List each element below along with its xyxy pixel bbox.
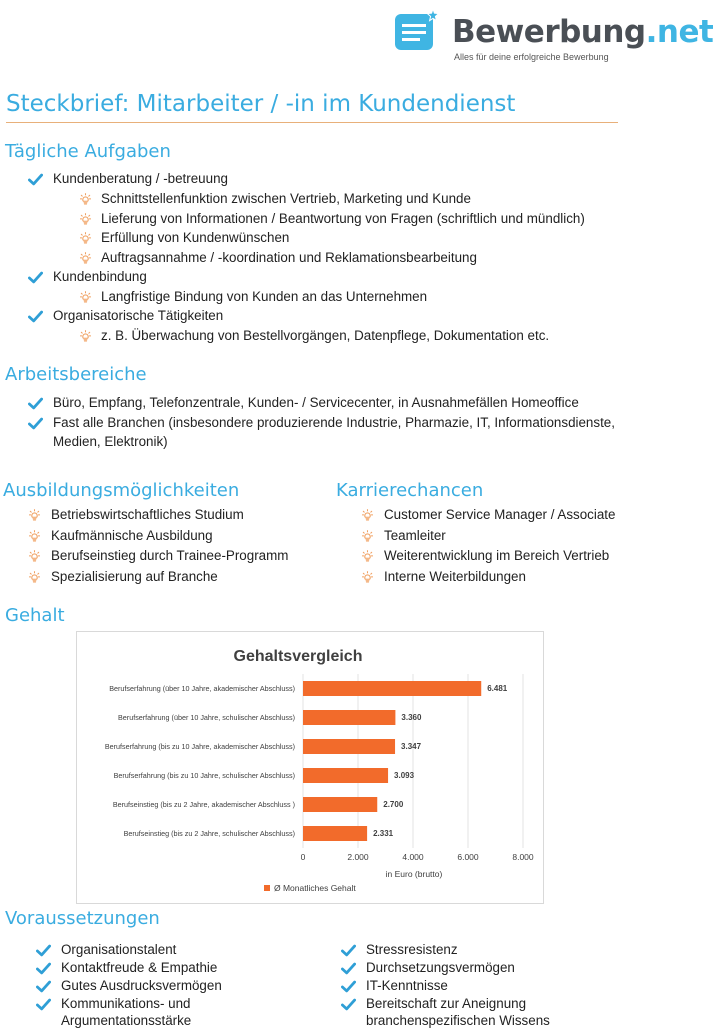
checkmark-icon — [28, 173, 43, 186]
salary-bar-chart — [77, 632, 543, 903]
chart-category-label: Berufseinstieg (bis zu 2 Jahre, schulischer Abschluss) — [123, 829, 295, 838]
lightbulb-icon — [362, 550, 373, 562]
checkmark-icon — [341, 980, 356, 993]
list-item: Weiterentwicklung im Bereich Vertrieb — [384, 548, 610, 563]
list-item: Gutes Ausdrucksvermögen — [61, 978, 222, 993]
checkmark-icon — [36, 998, 51, 1011]
checkmark-icon — [28, 417, 43, 430]
list-item: Durchsetzungsvermögen — [366, 960, 515, 975]
chart-category-label: Berufserfahrung (über 10 Jahre, akademischer Abschluss) — [109, 684, 295, 693]
lightbulb-icon — [80, 193, 91, 205]
section-heading-work-areas: Arbeitsbereiche — [5, 364, 147, 385]
list-item: Kundenberatung / -betreuung — [53, 171, 228, 186]
chart-bar — [303, 710, 395, 725]
list-item: Auftragsannahme / -koordination und Reklamationsbearbeitung — [101, 250, 477, 265]
checkmark-icon — [341, 944, 356, 957]
list-item-continuation: Medien, Elektronik) — [53, 434, 168, 449]
title-divider — [6, 122, 618, 123]
list-item: Teamleiter — [384, 528, 446, 543]
lightbulb-icon — [80, 330, 91, 342]
list-item: Organisationstalent — [61, 942, 177, 957]
chart-legend-swatch — [264, 885, 270, 891]
chart-category-label: Berufserfahrung (bis zu 10 Jahre, akademischer Abschluss) — [104, 742, 295, 751]
lightbulb-icon — [362, 530, 373, 542]
chart-bar — [303, 681, 481, 696]
lightbulb-icon — [80, 252, 91, 264]
chart-bar — [303, 739, 395, 754]
list-item: Kontaktfreude & Empathie — [61, 960, 218, 975]
section-heading-training: Ausbildungsmöglichkeiten — [3, 480, 240, 501]
chart-value-label: 3.093 — [394, 771, 415, 780]
list-item: Bereitschaft zur Aneignung — [366, 996, 527, 1011]
list-item: Interne Weiterbildungen — [384, 569, 526, 584]
lightbulb-icon — [29, 571, 40, 583]
chart-value-label: 6.481 — [487, 684, 508, 693]
chart-tick-label: 0 — [300, 852, 306, 862]
chart-tick-label: 4.000 — [402, 852, 424, 862]
chart-legend-label: Ø Monatliches Gehalt — [274, 883, 356, 893]
logo-wordmark: Bewerbung.net — [452, 14, 713, 50]
chart-tick-label: 6.000 — [457, 852, 479, 862]
list-item: Büro, Empfang, Telefonzentrale, Kunden- / Servicecenter, in Ausnahmefällen Homeoffice — [53, 395, 579, 410]
list-item: IT-Kenntnisse — [366, 978, 448, 993]
salary-chart — [76, 631, 544, 904]
logo-icon — [394, 8, 440, 52]
chart-tick-label: 2.000 — [347, 852, 369, 862]
checkmark-icon — [36, 962, 51, 975]
lightbulb-icon — [29, 530, 40, 542]
list-item: Spezialisierung auf Branche — [51, 569, 218, 584]
lightbulb-icon — [80, 232, 91, 244]
chart-title: Gehaltsvergleich — [233, 648, 363, 665]
page-title: Steckbrief: Mitarbeiter / -in im Kundendienst — [6, 91, 516, 117]
list-item: Customer Service Manager / Associate — [384, 507, 616, 522]
section-heading-requirements: Voraussetzungen — [5, 908, 160, 929]
list-item: Fast alle Branchen (insbesondere produzierende Industrie, Pharmazie, IT, Informationsdienste, — [53, 415, 615, 430]
chart-x-axis-label: in Euro (brutto) — [385, 869, 443, 879]
checkmark-icon — [341, 998, 356, 1011]
section-heading-salary: Gehalt — [5, 605, 65, 626]
checkmark-icon — [36, 980, 51, 993]
chart-bar — [303, 826, 367, 841]
chart-value-label: 2.331 — [373, 829, 394, 838]
list-item: Kommunikations- und — [61, 996, 191, 1011]
chart-value-label: 3.360 — [401, 713, 422, 722]
checkmark-icon — [28, 271, 43, 284]
list-item: Erfüllung von Kundenwünschen — [101, 230, 290, 245]
checkmark-icon — [341, 962, 356, 975]
chart-value-label: 3.347 — [401, 742, 422, 751]
lightbulb-icon — [80, 291, 91, 303]
list-item: Langfristige Bindung von Kunden an das Unternehmen — [101, 289, 428, 304]
lightbulb-icon — [362, 509, 373, 521]
chart-tick-label: 8.000 — [512, 852, 534, 862]
section-heading-career: Karrierechancen — [336, 480, 484, 501]
list-item: Berufseinstieg durch Trainee-Programm — [51, 548, 289, 563]
lightbulb-icon — [362, 571, 373, 583]
lightbulb-icon — [80, 213, 91, 225]
section-heading-daily-tasks: Tägliche Aufgaben — [5, 141, 171, 162]
list-item: Kundenbindung — [53, 269, 147, 284]
list-item: z. B. Überwachung von Bestellvorgängen, Datenpflege, Dokumentation etc. — [101, 328, 550, 343]
lightbulb-icon — [29, 509, 40, 521]
list-item-continuation: branchenspezifischen Wissens — [366, 1013, 550, 1028]
chart-value-label: 2.700 — [383, 800, 404, 809]
chart-bar — [303, 797, 377, 812]
lightbulb-icon — [29, 550, 40, 562]
list-item: Schnittstellenfunktion zwischen Vertrieb, Marketing und Kunde — [101, 191, 471, 206]
chart-bar — [303, 768, 388, 783]
list-item-continuation: Argumentationsstärke — [61, 1013, 192, 1028]
list-item: Kaufmännische Ausbildung — [51, 528, 213, 543]
checkmark-icon — [28, 397, 43, 410]
list-item: Lieferung von Informationen / Beantwortung von Fragen (schriftlich und mündlich) — [101, 211, 585, 226]
list-item: Betriebswirtschaftliches Studium — [51, 507, 244, 522]
list-item: Organisatorische Tätigkeiten — [53, 308, 224, 323]
checkmark-icon — [36, 944, 51, 957]
checkmark-icon — [28, 310, 43, 323]
chart-category-label: Berufserfahrung (bis zu 10 Jahre, schulischer Abschluss) — [113, 771, 295, 780]
list-item: Stressresistenz — [366, 942, 458, 957]
chart-category-label: Berufserfahrung (über 10 Jahre, schulischer Abschluss) — [118, 713, 295, 722]
chart-category-label: Berufseinstieg (bis zu 2 Jahre, akademischer Abschluss ) — [112, 800, 295, 809]
logo-tagline: Alles für deine erfolgreiche Bewerbung — [454, 52, 609, 62]
